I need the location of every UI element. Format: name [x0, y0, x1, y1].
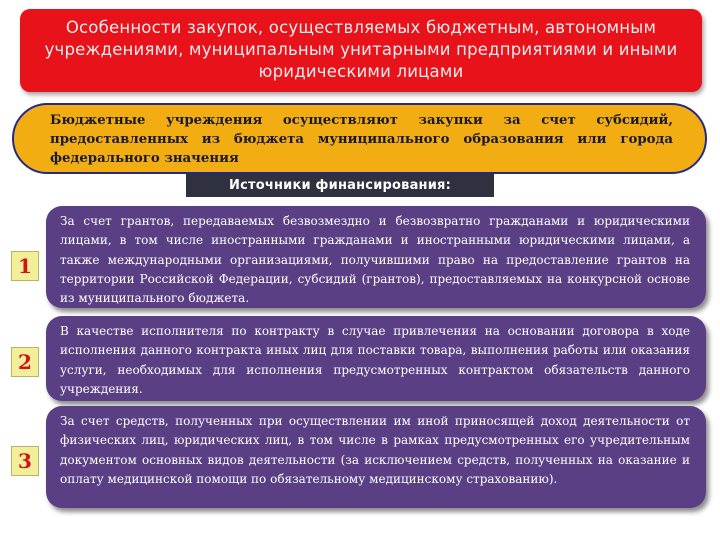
funding-source-item-3: За счет средств, полученных при осуществлении им иной приносящей доход деятельности от физических лиц, юридических лиц, в том числе в рамках предусмотренных его учредительным документом основных видов деятельности (за исключением средств, полученных на оказание и оплату медицинской помощи по обязательному медицинскому страхованию). [46, 406, 706, 508]
funding-sources-header: Источники финансирования: [186, 174, 494, 197]
funding-source-item-1: За счет грантов, передаваемых безвозмездно и безвозвратно гражданами и юридическими лицами, в том числе иностранными гражданами и иностранными юридическими лицами, а также международными организациями, получившими право на предоставление грантов на территории Российской Федерации, субсидий (грантов), предоставляемых на конкурсной основе из муниципального бюджета. [46, 206, 706, 308]
funding-source-item-2: В качестве исполнителя по контракту в случае привлечения на основании договора в ходе исполнения данного контракта иных лиц для поставки товара, выполнения работы или оказания услуги, необходимых для исполнения предусмотренных контрактом обязательств данного учреждения. [46, 316, 706, 401]
source-number-badge-1: 1 [11, 251, 39, 281]
slide-title: Особенности закупок, осуществляемых бюджетным, автономным учреждениями, муниципальным унитарными предприятиями и иными юридическими лицами [20, 9, 702, 92]
source-number-badge-3: 3 [11, 446, 39, 476]
source-number-badge-2: 2 [11, 347, 39, 377]
budget-institutions-note: Бюджетные учреждения осуществляют закупки за счет субсидий, предоставленных из бюджета муниципального образования или города федерального значения [12, 103, 707, 174]
